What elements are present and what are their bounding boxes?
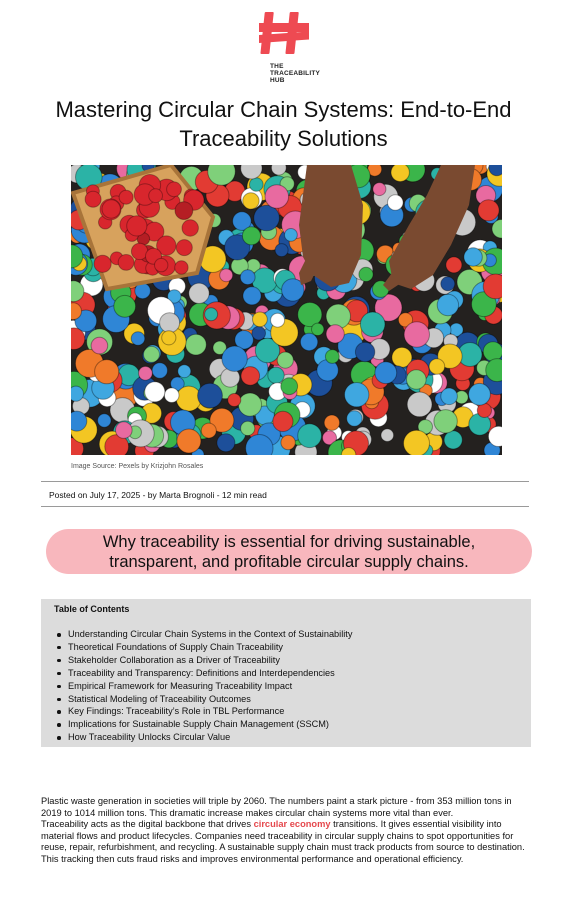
bottle-cap <box>71 386 84 401</box>
red-bottle-cap <box>175 261 188 274</box>
bottle-cap <box>162 331 176 345</box>
bottle-cap <box>254 205 280 231</box>
bottle-cap <box>243 193 259 209</box>
bottle-cap <box>271 165 286 175</box>
red-bottle-cap <box>155 258 168 271</box>
red-bottle-cap <box>182 220 198 236</box>
bottle-cap <box>347 411 362 426</box>
bottle-cap <box>391 165 409 182</box>
bottle-cap <box>434 410 457 433</box>
bottle-cap <box>201 423 216 438</box>
bottle-cap <box>324 415 339 430</box>
bottle-cap <box>271 313 285 327</box>
bottle-cap <box>268 367 284 383</box>
bottle-cap <box>139 366 153 380</box>
brand-logo[interactable] <box>0 10 567 56</box>
bottle-cap <box>250 178 264 192</box>
bottle-cap <box>131 332 145 346</box>
toc-item[interactable]: Key Findings: Traceability’s Role in TBL Performance <box>68 705 352 718</box>
bottle-cap <box>198 383 223 408</box>
logo-wordmark <box>270 63 320 84</box>
bottle-cap <box>355 342 374 361</box>
bottle-cap <box>298 424 322 448</box>
bottle-cap <box>444 431 462 449</box>
paragraph-2-start: Traceability acts as the digital backbone that drives <box>41 819 254 830</box>
article-title: Mastering Circular Chain Systems: End-to-End Traceability Solutions <box>55 97 512 151</box>
toc-item[interactable]: Stakeholder Collaboration as a Driver of Traceability <box>68 654 352 667</box>
bottle-cap <box>404 322 429 347</box>
bottle-cap <box>220 269 233 282</box>
bottle-cap <box>189 283 209 303</box>
bottle-cap <box>285 229 298 242</box>
toc-item[interactable]: Understanding Circular Chain Systems in the Context of Sustainability <box>68 629 353 639</box>
logo-line-1: THE <box>270 63 284 70</box>
toc-item[interactable]: Theoretical Foundations of Supply Chain Traceability <box>68 641 352 654</box>
bottle-cap <box>252 326 266 340</box>
bottle-cap <box>325 350 339 364</box>
bottle-cap <box>359 267 373 281</box>
bottle-cap <box>441 388 458 405</box>
bottle-cap <box>145 382 165 402</box>
callout-banner <box>46 529 532 574</box>
toc-item[interactable]: Traceability and Transparency: Definitions and Interdependencies <box>68 667 352 680</box>
bottle-cap <box>441 277 455 291</box>
paragraph-2-end: transitions. It gives essential visibility into material flows and product lifecycles. Companies need traceability in circular supply chains to spot opportunities for reuse, repair, refurbishment, and recycling. A sustainable supply chain must track products from source to destination. This tracking then cuts fraud risks and improves environmental performance and operational efficiency. <box>41 819 525 864</box>
post-meta: Posted on July 17, 2025 - by Marta Brognoli - 12 min read <box>41 481 529 507</box>
toc-item[interactable]: Statistical Modeling of Traceability Outcomes <box>68 693 352 706</box>
bottle-cap <box>388 195 404 211</box>
bottle-cap <box>242 227 260 245</box>
bottle-cap <box>91 337 108 354</box>
bottle-cap <box>160 313 180 333</box>
bottle-cap <box>240 270 255 285</box>
red-bottle-cap <box>175 202 193 220</box>
bottle-cap <box>375 362 397 384</box>
bottle-cap <box>178 365 191 378</box>
bottle-cap <box>116 422 133 439</box>
bottle-cap <box>407 370 427 390</box>
bottle-cap <box>277 352 293 368</box>
bottle-cap <box>429 359 445 375</box>
toc-list <box>54 628 352 744</box>
paragraph-2 <box>41 819 533 865</box>
bottle-cap <box>238 393 261 416</box>
traceability-hub-logo-icon <box>259 10 309 56</box>
bottle-cap <box>312 323 324 335</box>
bottle-cap <box>478 200 499 221</box>
bottle-cap <box>437 294 458 315</box>
bottle-cap <box>152 363 167 378</box>
callout-line-2: transparent, and profitable circular supply chains. <box>109 552 469 571</box>
bottle-cap <box>98 414 111 427</box>
bottle-cap <box>281 435 295 449</box>
red-bottle-cap <box>118 255 134 271</box>
bottle-cap <box>360 312 385 337</box>
toc-item[interactable]: Implications for Sustainable Supply Chain Management (SSCM) <box>68 718 352 731</box>
bottle-cap <box>345 383 369 407</box>
bottle-cap <box>265 185 289 209</box>
bottle-cap <box>326 325 344 343</box>
bottle-cap <box>177 429 201 453</box>
bottle-cap <box>464 248 482 266</box>
bottle-cap <box>446 257 462 273</box>
red-bottle-cap <box>149 189 163 203</box>
bottle-cap <box>300 333 317 350</box>
bottle-cap <box>407 392 432 417</box>
toc-item[interactable]: Empirical Framework for Measuring Traceability Impact <box>68 680 352 693</box>
bottle-cap <box>186 334 207 355</box>
circular-economy-link[interactable]: circular economy <box>253 819 331 830</box>
callout-line-1: Why traceability is essential for driving sustainable, <box>102 532 476 551</box>
bottle-cap <box>95 360 119 384</box>
bottle-cap <box>253 312 268 327</box>
bottle-cap <box>228 394 241 407</box>
red-bottle-cap <box>85 191 101 207</box>
red-bottle-cap <box>167 182 182 197</box>
bottle-cap <box>176 386 201 411</box>
toc-item[interactable]: How Traceability Unlocks Circular Value <box>68 731 352 744</box>
image-source-caption: Image Source: Pexels by Krizjohn Rosales <box>71 463 204 470</box>
bottle-cap <box>404 430 430 455</box>
red-bottle-cap <box>119 190 133 204</box>
bottle-cap <box>114 295 136 317</box>
bottle-cap <box>275 244 288 257</box>
bottle-cap <box>164 388 179 403</box>
bottle-cap <box>71 411 87 431</box>
bottle-cap <box>469 383 491 405</box>
bottle-cap <box>241 367 260 386</box>
red-bottle-cap <box>94 255 111 272</box>
bottle-cap <box>243 287 261 305</box>
logo-line-2: TRACEABILITY <box>270 70 321 77</box>
bottle-cap <box>222 346 247 371</box>
bottle-caps-photo <box>71 165 502 455</box>
logo-line-3: HUB <box>270 77 285 84</box>
bottle-cap <box>381 429 394 442</box>
paragraph-1: Plastic waste generation in societies will triple by 2060. The numbers paint a stark picture - from 353 million tons in 2019 to 1014 million tons. This dramatic increase makes circular chain systems more vital than ever. <box>41 796 512 818</box>
bottle-cap <box>373 183 386 196</box>
bottle-cap <box>241 421 255 435</box>
bottle-cap <box>144 346 160 362</box>
article-body <box>41 796 533 866</box>
red-bottle-cap <box>127 216 147 236</box>
bottle-cap <box>273 411 293 431</box>
bottle-cap <box>217 434 235 452</box>
table-of-contents <box>41 599 531 747</box>
red-bottle-cap <box>176 240 192 256</box>
toc-title: Table of Contents <box>54 604 130 614</box>
bottle-cap <box>205 308 218 321</box>
red-bottle-cap <box>102 200 120 218</box>
bottle-cap <box>281 378 298 395</box>
hero-image <box>71 165 502 455</box>
